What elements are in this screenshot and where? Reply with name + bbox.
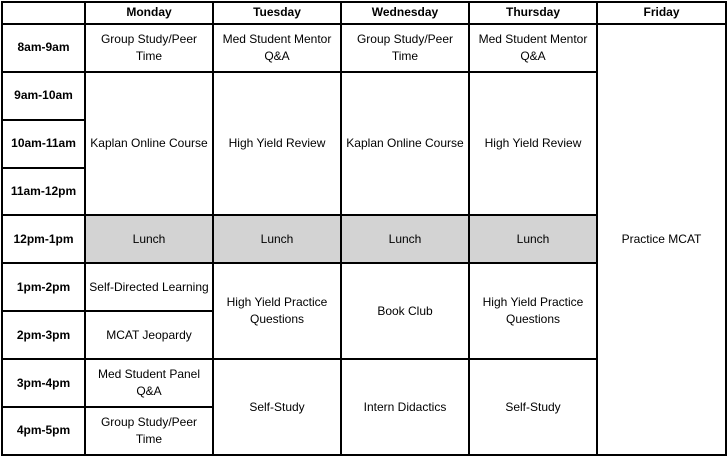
header-row	[2, 2, 726, 24]
schedule-cell: Self-Study	[213, 359, 341, 455]
table-row	[2, 24, 726, 72]
lunch-cell: Lunch	[469, 215, 597, 263]
day-header-monday: Monday	[85, 2, 213, 24]
schedule-cell: Intern Didactics	[341, 359, 469, 455]
time-label: 11am-12pm	[2, 168, 85, 216]
schedule-cell: Self-Directed Learning	[85, 263, 213, 311]
day-header-wednesday: Wednesday	[341, 2, 469, 24]
schedule-cell: Med Student Mentor Q&A	[213, 24, 341, 72]
lunch-cell: Lunch	[213, 215, 341, 263]
schedule-cell: Group Study/Peer Time	[85, 407, 213, 455]
time-label: 9am-10am	[2, 72, 85, 120]
day-header-friday: Friday	[597, 2, 726, 24]
day-header-thursday: Thursday	[469, 2, 597, 24]
time-label: 1pm-2pm	[2, 263, 85, 311]
schedule-cell: Kaplan Online Course	[341, 72, 469, 216]
day-header-tuesday: Tuesday	[213, 2, 341, 24]
schedule-cell: Self-Study	[469, 359, 597, 455]
schedule-cell: High Yield Practice Questions	[469, 263, 597, 359]
schedule-cell: MCAT Jeopardy	[85, 311, 213, 359]
schedule-cell: Group Study/Peer Time	[85, 24, 213, 72]
time-label: 3pm-4pm	[2, 359, 85, 407]
time-label: 12pm-1pm	[2, 215, 85, 263]
time-label: 8am-9am	[2, 24, 85, 72]
schedule-cell-friday: Practice MCAT	[597, 24, 726, 455]
schedule-cell: Kaplan Online Course	[85, 72, 213, 216]
schedule-cell: Group Study/Peer Time	[341, 24, 469, 72]
schedule-table	[1, 1, 727, 456]
schedule-cell: Med Student Panel Q&A	[85, 359, 213, 407]
time-label: 10am-11am	[2, 120, 85, 168]
schedule-cell: High Yield Review	[213, 72, 341, 216]
schedule-cell: High Yield Practice Questions	[213, 263, 341, 359]
schedule-cell: High Yield Review	[469, 72, 597, 216]
lunch-cell: Lunch	[341, 215, 469, 263]
corner-cell	[2, 2, 85, 24]
schedule-cell: Book Club	[341, 263, 469, 359]
time-label: 4pm-5pm	[2, 407, 85, 455]
lunch-cell: Lunch	[85, 215, 213, 263]
schedule-cell: Med Student Mentor Q&A	[469, 24, 597, 72]
time-label: 2pm-3pm	[2, 311, 85, 359]
